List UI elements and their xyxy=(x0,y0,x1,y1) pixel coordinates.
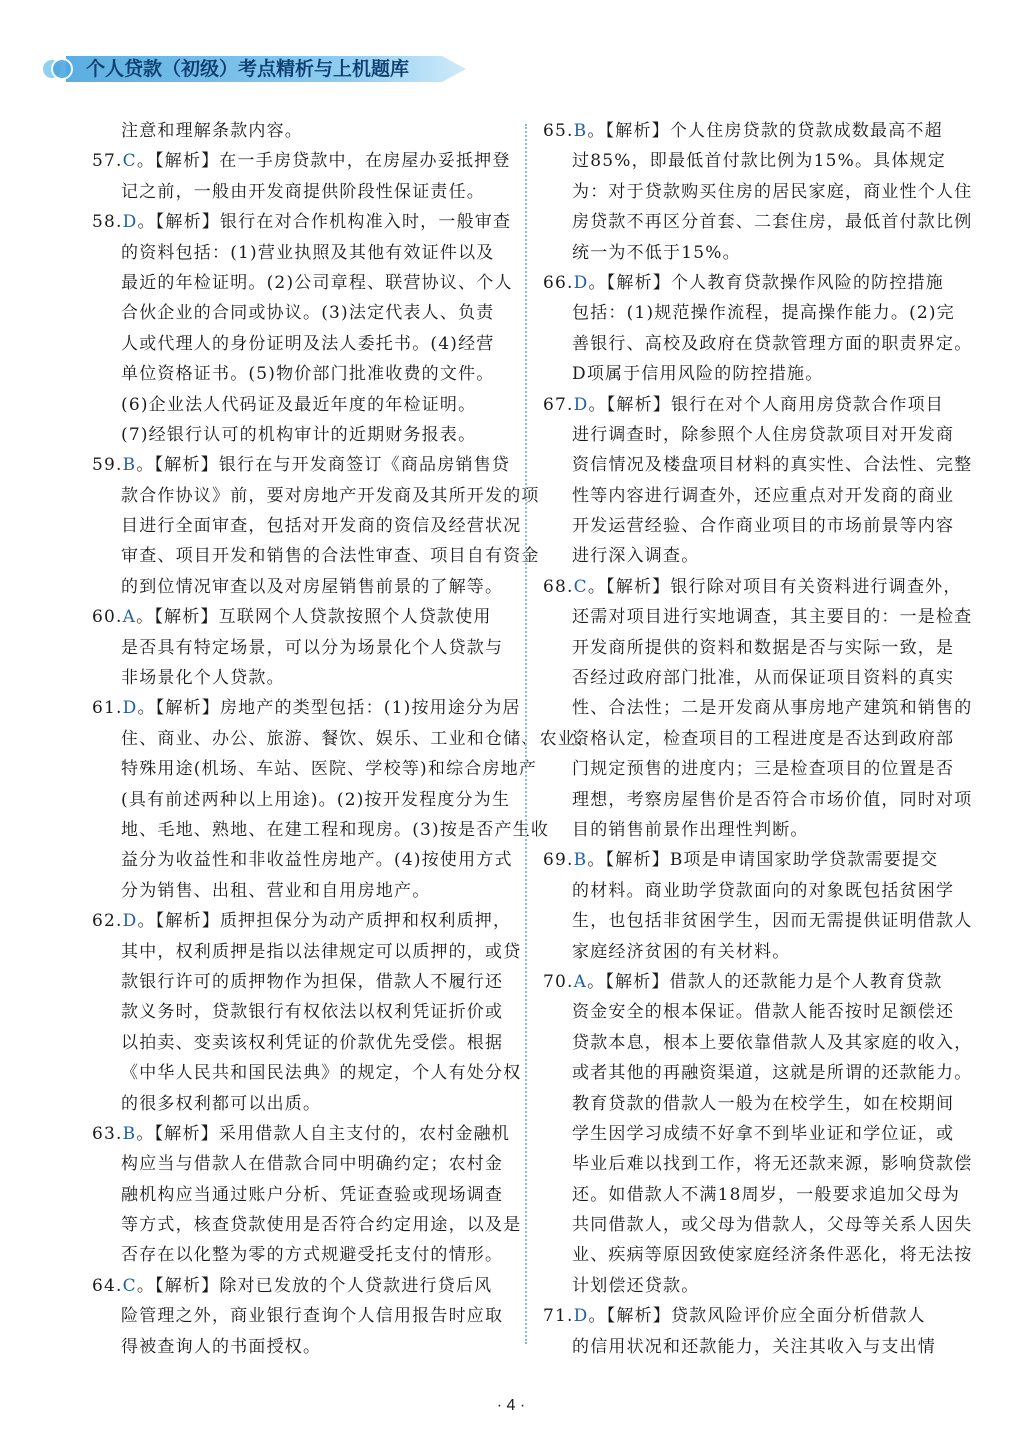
answer-start-line xyxy=(92,1271,493,1301)
explanation-text: 住、商业、办公、旅游、餐饮、娱乐、工业和仓储、农业、 xyxy=(121,728,595,749)
explanation-text: 。【解析】借款人的还款能力是个人教育贷款 xyxy=(587,971,943,992)
answer-letter: B xyxy=(573,850,588,871)
explanation-text: 人或代理人的身份证明及法人委托书。(4)经营 xyxy=(121,333,495,354)
answer-letter: A xyxy=(573,971,588,992)
question-number: 68. xyxy=(543,576,574,597)
explanation-text: 地、毛地、熟地、在建工程和现房。(3)按是否产生收 xyxy=(121,819,550,840)
text-line xyxy=(543,633,955,663)
explanation-text: 性等内容进行调查外，还应重点对开发商的商业 xyxy=(572,485,955,506)
text-line xyxy=(92,1058,522,1088)
answer-letter: B xyxy=(122,1123,137,1144)
explanation-text: 合伙企业的合同或协议。(3)法定代表人、负责 xyxy=(121,303,495,324)
explanation-text: 理想，考察房屋售价是否符合市场价值，同时对项 xyxy=(572,789,973,810)
question-number: 69. xyxy=(543,850,574,871)
text-line xyxy=(92,298,495,328)
text-line xyxy=(543,1240,973,1270)
text-line xyxy=(92,420,477,450)
text-line xyxy=(92,845,513,875)
text-line xyxy=(543,997,955,1027)
explanation-text: (6)企业法人代码证及最近年度的年检证明。 xyxy=(121,394,477,415)
explanation-text: (7)经银行认可的机构审计的近期财务报表。 xyxy=(121,424,477,445)
explanation-text: 。【解析】银行在对个人商用房贷款合作项目 xyxy=(588,394,944,415)
text-line xyxy=(543,602,973,632)
explanation-text: 善银行、高校及政府在贷款管理方面的职责界定。 xyxy=(572,333,973,354)
text-line xyxy=(543,663,955,693)
explanation-text: 等方式，核查贷款使用是否符合约定用途，以及是 xyxy=(121,1215,522,1236)
text-line xyxy=(92,1332,472,1362)
text-line xyxy=(92,572,504,602)
answer-letter: D xyxy=(573,272,589,293)
text-line xyxy=(543,146,946,176)
text-line xyxy=(92,633,504,663)
text-line xyxy=(92,1301,504,1331)
text-line xyxy=(92,359,495,389)
explanation-text: 统一为不低于15%。 xyxy=(572,242,741,263)
text-line xyxy=(92,116,472,146)
explanation-text: 最近的年检证明。(2)公司章程、联营协议、个人 xyxy=(121,272,513,293)
explanation-text: 。【解析】贷款风险评价应全面分析借款人 xyxy=(588,1306,926,1327)
answer-start-line xyxy=(92,450,511,480)
text-line xyxy=(92,329,495,359)
question-number: 60. xyxy=(92,607,123,628)
explanation-text: 得被查询人的书面授权。 xyxy=(121,1336,322,1357)
question-number: 57. xyxy=(92,151,123,172)
question-number: 66. xyxy=(543,272,574,293)
explanation-text: 包括：(1)规范操作流程，提高操作能力。(2)完 xyxy=(572,303,955,324)
explanation-text: 为：对于贷款购买住房的居民家庭，商业性个人住 xyxy=(572,181,973,202)
book-title: 个人贷款（初级）考点精析与上机题库 xyxy=(86,58,410,80)
explanation-text: 否存在以化整为零的方式规避受托支付的情形。 xyxy=(121,1245,504,1266)
question-number: 59. xyxy=(92,455,123,476)
explanation-text: 毕业后难以找到工作，将无还款来源，影响贷款偿 xyxy=(572,1154,973,1175)
text-line xyxy=(92,967,504,997)
text-line xyxy=(92,663,472,693)
text-line xyxy=(543,1332,936,1362)
answer-letter: D xyxy=(122,698,138,719)
text-line xyxy=(92,937,522,967)
explanation-text: 目的销售前景作出理性判断。 xyxy=(572,819,809,840)
explanation-text: 。【解析】个人住房贷款的贷款成数最高不超 xyxy=(587,121,943,141)
text-line xyxy=(92,1240,504,1270)
explanation-text: 其中，权利质押是指以法律规定可以质押的，或贷 xyxy=(121,941,522,962)
explanation-text: 。【解析】B项是申请国家助学贷款需要提交 xyxy=(587,850,939,871)
double-circle-logo-icon xyxy=(40,53,74,85)
explanation-text: 学生因学习成绩不好拿不到毕业证和学位证，或 xyxy=(572,1123,955,1144)
explanation-text: 的很多权利都可以出质。 xyxy=(121,1093,322,1114)
explanation-text: 分为销售、出租、营业和自用房地产。 xyxy=(121,880,431,901)
explanation-text: 资格认定，检查项目的工程进度是否达到政府部 xyxy=(572,728,955,749)
explanation-text: 款银行许可的质押物作为担保，借款人不履行还 xyxy=(121,971,504,992)
answer-start-line xyxy=(543,572,962,602)
text-line xyxy=(92,238,495,268)
explanation-text: 。【解析】个人教育贷款操作风险的防控措施 xyxy=(588,272,944,293)
explanation-text: 险管理之外，商业银行查询个人信用报告时应取 xyxy=(121,1306,504,1327)
explanation-text: 。【解析】除对已发放的个人贷款进行贷后风 xyxy=(136,1275,493,1296)
explanation-text: 。【解析】银行除对项目有关资料进行调查外， xyxy=(587,576,962,597)
explanation-text: 。【解析】互联网个人贷款按照个人贷款使用 xyxy=(136,607,492,628)
text-line xyxy=(92,997,504,1027)
question-number: 70. xyxy=(543,971,574,992)
explanation-text: 贷款本息，根本上要依靠借款人及其家庭的收入， xyxy=(572,1032,973,1053)
text-line xyxy=(543,876,955,906)
text-line xyxy=(543,785,973,815)
explanation-text: 否经过政府部门批准，从而保证项目资料的真实 xyxy=(572,668,955,689)
explanation-text: 。【解析】质押担保分为动产质押和权利质押， xyxy=(137,911,512,932)
explanation-text: 融机构应当通过账户分析、凭证查验或现场调查 xyxy=(121,1184,504,1205)
question-number: 63. xyxy=(92,1123,123,1144)
text-line xyxy=(92,268,513,298)
question-number: 58. xyxy=(92,212,123,233)
explanation-text: 的资料包括：(1)营业执照及其他有效证件以及 xyxy=(121,242,495,263)
answer-letter: B xyxy=(122,455,137,476)
answer-letter: D xyxy=(573,394,589,415)
explanation-text: 性、合法性；二是开发商从事房地产建筑和销售的 xyxy=(572,698,973,719)
explanation-text: 款合作协议》前，要对房地产开发商及其所开发的项 xyxy=(121,485,540,506)
text-line xyxy=(543,481,955,511)
explanation-text: 过85%，即最低首付款比例为15%。具体规定 xyxy=(572,151,946,172)
explanation-text: 款义务时，贷款银行有权依法以权利凭证折价或 xyxy=(121,1002,504,1023)
answer-letter: D xyxy=(573,1306,589,1327)
column-divider xyxy=(525,124,527,1344)
explanation-text: 。【解析】在一手房贷款中，在房屋办妥抵押登 xyxy=(136,151,511,172)
explanation-text: 的信用状况和还款能力，关注其收入与支出情 xyxy=(572,1336,936,1357)
text-line xyxy=(543,1058,973,1088)
explanation-text: 审查、项目开发和销售的合法性审查、项目自有资金 xyxy=(121,546,540,567)
text-line xyxy=(92,177,485,207)
text-line xyxy=(543,359,923,389)
answer-letter: B xyxy=(573,121,588,141)
question-number: 61. xyxy=(92,698,123,719)
explanation-text: 还需对项目进行实地调查，其主要目的：一是检查 xyxy=(572,607,973,628)
answer-start-line xyxy=(543,116,943,146)
explanation-text: (具有前述两种以上用途)。(2)按开发程度分为生 xyxy=(121,789,511,810)
text-line xyxy=(543,937,923,967)
text-line xyxy=(543,420,955,450)
running-header xyxy=(40,50,460,86)
text-line xyxy=(543,541,923,571)
explanation-text: 记之前，一般由开发商提供阶段性保证责任。 xyxy=(121,181,485,202)
explanation-text: 房贷款不再区分首套、二套住房，最低首付款比例 xyxy=(572,212,973,233)
explanation-text: 。【解析】银行在与开发商签订《商品房销售贷 xyxy=(136,455,511,476)
explanation-text: 教育贷款的借款人一般为在校学生，如在校期间 xyxy=(572,1093,955,1114)
answer-start-line xyxy=(92,693,521,723)
explanation-text: 是否具有特定场景，可以分为场景化个人贷款与 xyxy=(121,637,504,658)
explanation-text: 的材料。商业助学贷款面向的对象既包括贫困学 xyxy=(572,880,955,901)
question-number: 62. xyxy=(92,911,123,932)
answer-start-line xyxy=(92,602,492,632)
question-number: 65. xyxy=(543,121,574,141)
explanation-text: 门规定预售的进度内；三是检查项目的位置是否 xyxy=(572,759,955,780)
page-number: · 4 · xyxy=(496,1397,526,1414)
text-line xyxy=(543,1180,961,1210)
text-line xyxy=(543,450,973,480)
explanation-text: 目进行全面审查，包括对开发商的资信及经营状况 xyxy=(121,516,522,537)
explanation-text: 注意和理解条款内容。 xyxy=(121,121,303,141)
explanation-text: 计划偿还贷款。 xyxy=(572,1275,700,1296)
explanation-text: 资金安全的根本保证。借款人能否按时足额偿还 xyxy=(572,1002,955,1023)
explanation-text: 资信情况及楼盘项目材料的真实性、合法性、完整 xyxy=(572,455,973,476)
answer-letter: D xyxy=(122,911,138,932)
explanation-text: 以拍卖、变卖该权利凭证的价款优先受偿。根据 xyxy=(121,1032,504,1053)
text-line xyxy=(92,541,540,571)
text-line xyxy=(543,1210,973,1240)
explanation-text: 家庭经济贫困的有关材料。 xyxy=(572,941,791,962)
answer-letter: A xyxy=(122,607,137,628)
text-line xyxy=(543,329,973,359)
explanation-text: 特殊用途(机场、车站、医院、学校等)和综合房地产 xyxy=(121,759,538,780)
text-line xyxy=(92,1210,522,1240)
explanation-text: 。【解析】房地产的类型包括：(1)按用途分为居 xyxy=(137,698,521,719)
answer-start-line xyxy=(543,1301,926,1331)
text-line xyxy=(543,207,973,237)
explanation-text: 开发运营经验、合作商业项目的市场前景等内容 xyxy=(572,516,955,537)
text-line xyxy=(92,481,540,511)
question-number: 67. xyxy=(543,394,574,415)
answer-start-line xyxy=(543,967,943,997)
text-line xyxy=(543,693,973,723)
answer-start-line xyxy=(92,1119,511,1149)
text-line xyxy=(543,1149,973,1179)
text-line xyxy=(543,906,973,936)
answer-start-line xyxy=(543,845,939,875)
text-line xyxy=(543,298,955,328)
right-column xyxy=(543,116,973,1362)
explanation-text: 进行调查时，除参照个人住房贷款项目对开发商 xyxy=(572,424,955,445)
explanation-text: 还。如借款人不满18周岁，一般要求追加父母为 xyxy=(572,1184,961,1205)
text-line xyxy=(543,1028,973,1058)
explanation-text: 益分为收益性和非收益性房地产。(4)按使用方式 xyxy=(121,850,513,871)
text-line xyxy=(92,1028,504,1058)
answer-start-line xyxy=(92,906,512,936)
question-number: 71. xyxy=(543,1306,574,1327)
text-line xyxy=(92,511,522,541)
text-line xyxy=(92,876,472,906)
explanation-text: D项属于信用风险的防控措施。 xyxy=(572,364,824,385)
explanation-text: 业、疾病等原因致使家庭经济条件恶化，将无法按 xyxy=(572,1245,973,1266)
explanation-text: 非场景化个人贷款。 xyxy=(121,668,285,689)
text-line xyxy=(92,1149,504,1179)
text-line xyxy=(543,238,923,268)
text-line xyxy=(92,390,477,420)
answer-letter: D xyxy=(122,212,138,233)
answer-start-line xyxy=(92,146,511,176)
question-number: 64. xyxy=(92,1275,123,1296)
text-line xyxy=(543,1089,955,1119)
text-line xyxy=(92,1089,472,1119)
explanation-text: 单位资格证书。(5)物价部门批准收费的文件。 xyxy=(121,364,495,385)
text-line xyxy=(543,724,955,754)
explanation-text: 构应当与借款人在借款合同中明确约定；农村金 xyxy=(121,1154,504,1175)
answer-start-line xyxy=(92,207,512,237)
answer-start-line xyxy=(543,268,944,298)
text-line xyxy=(92,754,538,784)
explanation-text: 。【解析】采用借款人自主支付的，农村金融机 xyxy=(136,1123,511,1144)
explanation-text: 或者其他的再融资渠道，这就是所谓的还款能力。 xyxy=(572,1063,973,1084)
explanation-text: 的到位情况审查以及对房屋销售前景的了解等。 xyxy=(121,576,504,597)
text-line xyxy=(543,754,955,784)
text-line xyxy=(92,815,550,845)
text-line xyxy=(543,1271,923,1301)
explanation-text: 开发商所提供的资料和数据是否与实际一致，是 xyxy=(572,637,955,658)
text-line xyxy=(92,785,511,815)
text-line xyxy=(92,1180,504,1210)
explanation-text: 共同借款人，或父母为借款人，父母等关系人因失 xyxy=(572,1215,973,1236)
answer-letter: C xyxy=(122,1275,137,1296)
answer-letter: C xyxy=(122,151,137,172)
explanation-text: 生，也包括非贫困学生，因而无需提供证明借款人 xyxy=(572,911,973,932)
explanation-text: 。【解析】银行在对合作机构准入时，一般审查 xyxy=(137,212,512,233)
explanation-text: 进行深入调查。 xyxy=(572,546,700,567)
text-line xyxy=(543,511,955,541)
text-line xyxy=(92,724,595,754)
explanation-text: 《中华人民共和国民法典》的规定，个人有处分权 xyxy=(121,1063,522,1084)
text-line xyxy=(543,177,973,207)
answer-letter: C xyxy=(573,576,588,597)
text-line xyxy=(543,815,923,845)
answer-start-line xyxy=(543,390,944,420)
text-line xyxy=(543,1119,955,1149)
